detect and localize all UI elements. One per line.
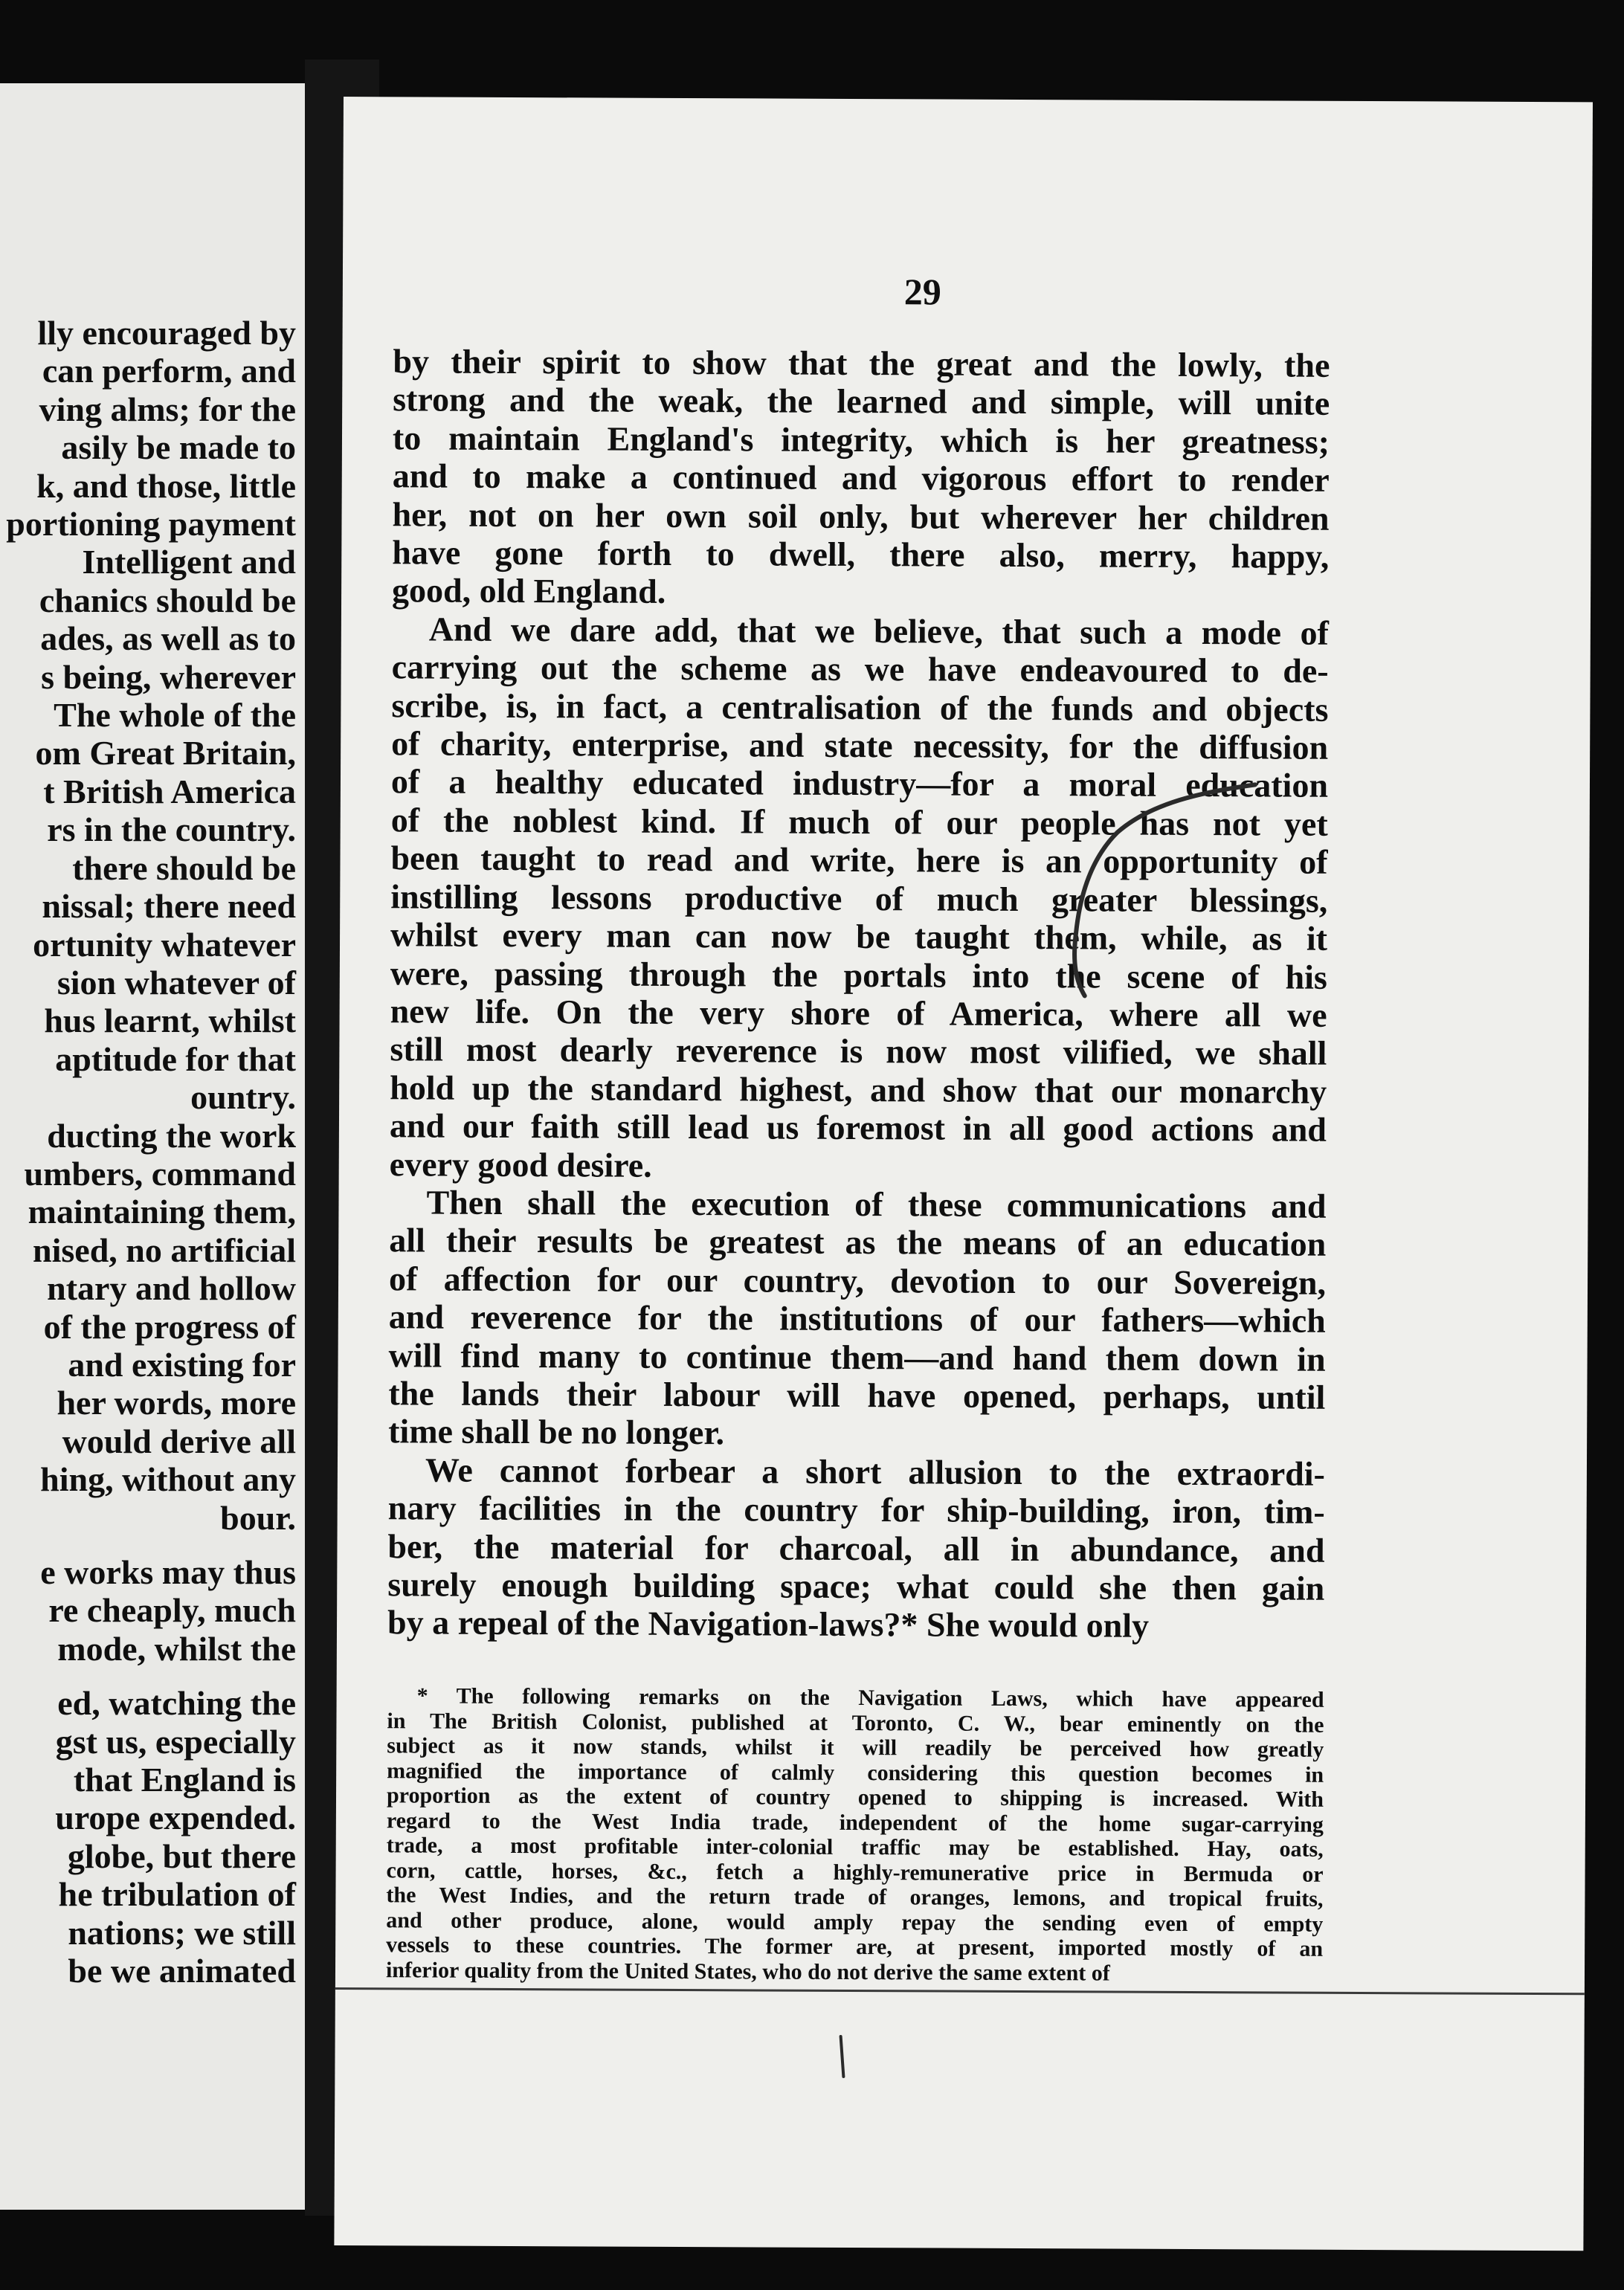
left-text-line: e works may thus	[40, 1553, 296, 1591]
text-line: surely enough building space; what could she then gain	[387, 1565, 1325, 1607]
left-text-line: bour.	[220, 1498, 296, 1537]
footnote	[386, 1683, 1324, 1986]
text-line: good, old England.	[391, 571, 666, 611]
text-line: And we dare add, that we believe, that such a mode of	[428, 610, 1329, 652]
text-line: of the noblest kind. If much of our people has not yet	[390, 801, 1328, 843]
left-text-line: hus learnt, whilst	[44, 1002, 296, 1040]
left-text-line: there should be	[72, 848, 296, 887]
footnote-line: subject as it now stands, whilst it will readily be perceived how greatly	[387, 1733, 1324, 1762]
text-line: by a repeal of the Navigation-laws?* She would only	[387, 1603, 1150, 1645]
footnote-line: regard to the West India trade, independent of the home sugar-carrying	[386, 1807, 1324, 1837]
left-text-line: can perform, and	[42, 352, 296, 390]
left-text-line: mode, whilst the	[57, 1629, 296, 1668]
text-line: strong and the weak, the learned and simple, will unite	[393, 380, 1330, 423]
fold-line	[335, 1987, 1585, 1995]
text-line: to maintain England's integrity, which is her greatness;	[392, 419, 1330, 461]
left-text-line: would derive all	[62, 1422, 296, 1460]
left-text-line: he tribulation of	[58, 1875, 296, 1914]
left-text-line: ducting the work	[47, 1116, 296, 1155]
paragraph	[387, 1451, 1325, 1646]
text-line: the lands their labour will have opened, perhaps, until	[388, 1374, 1326, 1416]
footnote-line: and other produce, alone, would amply repay the sending even of empty	[386, 1907, 1324, 1937]
left-text-line: ountry.	[190, 1078, 296, 1117]
left-text-line: k, and those, little	[36, 466, 296, 505]
text-line: Then shall the execution of these communications and	[426, 1183, 1327, 1225]
footnote-line: proportion as the extent of country opened to shipping is increased. With	[386, 1783, 1324, 1812]
left-text-line: ntary and hollow	[47, 1269, 296, 1308]
footnote-line: trade, a most profitable inter-colonial traffic may be established. Hay, oats,	[386, 1833, 1324, 1862]
left-text-line: s being, wherever	[41, 657, 296, 696]
page-number: 29	[903, 271, 941, 313]
footnote-line: the West Indies, and the return trade of oranges, lemons, and tropical fruits,	[386, 1883, 1324, 1912]
left-text-line: be we animated	[68, 1952, 296, 1990]
footnote-line: corn, cattle, horses, &c., fetch a highly-remunerative price in Bermuda or	[386, 1857, 1324, 1887]
text-line: and reverence for the institutions of our fathers—which	[388, 1297, 1326, 1340]
left-text-line: ades, as well as to	[40, 619, 296, 658]
footnote-line: * The following remarks on the Navigation Laws, which have appeared	[416, 1683, 1324, 1712]
text-line: will find many to continue them—and hand them down in	[388, 1335, 1326, 1378]
right-page	[334, 97, 1593, 2251]
text-line: new life. On the very shore of America, where all we	[390, 992, 1327, 1034]
text-line: by their spirit to show that the great and the lowly, the	[393, 342, 1330, 384]
left-text-line: gst us, especially	[55, 1722, 296, 1761]
text-line: all their results be greatest as the means of an education	[389, 1221, 1327, 1264]
left-text-line: nissal; there need	[42, 887, 296, 926]
left-text-line: chanics should be	[39, 581, 296, 619]
text-line: We cannot forbear a short allusion to the extraordi-	[425, 1451, 1326, 1493]
text-line: scribe, is, in fact, a centralisation of the funds and objects	[391, 686, 1329, 729]
left-text-line: of the progress of	[43, 1307, 296, 1346]
footnote-line: inferior quality from the United States, who do not derive the same extent of	[385, 1957, 1110, 1986]
text-line: instilling lessons productive of much greater blessings,	[390, 877, 1328, 920]
pen-strike-icon	[840, 2036, 843, 2077]
text-line: her, not on her own soil only, but wherever her children	[392, 494, 1330, 538]
text-line: ber, the material for charcoal, all in abundance, and	[387, 1526, 1325, 1570]
left-text-line: and existing for	[68, 1345, 296, 1384]
text-line: time shall be no longer.	[388, 1412, 725, 1452]
left-text-line: asily be made to	[61, 428, 296, 467]
left-text-line: maintaining them,	[28, 1193, 296, 1231]
left-text-line: Intelligent and	[82, 543, 296, 581]
left-text-line: re cheaply, much	[48, 1591, 296, 1630]
left-text-line: ortunity whatever	[33, 925, 296, 964]
left-text-line: umbers, command	[24, 1154, 296, 1193]
left-text-line: ving alms; for the	[39, 390, 296, 428]
left-text-line: t British America	[43, 772, 296, 810]
text-line: carrying out the scheme as we have endeavoured to de-	[391, 648, 1329, 691]
left-text-line: that England is	[73, 1761, 296, 1799]
footnote-line: vessels to these countries. The former are, at present, imported mostly of an	[386, 1932, 1324, 1961]
left-text-line: sion whatever of	[57, 963, 296, 1002]
left-text-line: her words, more	[57, 1384, 296, 1422]
text-line: whilst every man can now be taught them, while, as it	[390, 915, 1328, 958]
text-line: of affection for our country, devotion to our Sovereign,	[388, 1260, 1327, 1302]
left-page	[0, 83, 305, 2210]
text-line: of a healthy educated industry—for a moral education	[390, 762, 1329, 805]
left-text-line: The whole of the	[54, 696, 296, 735]
text-line: have gone forth to dwell, there also, merry, happy,	[392, 533, 1330, 575]
left-page-text	[0, 314, 296, 1990]
left-text-line: hing, without any	[40, 1460, 296, 1499]
left-text-line: lly encouraged by	[37, 314, 296, 352]
left-text-line: ed, watching the	[57, 1684, 296, 1723]
left-text-line: aptitude for that	[55, 1039, 296, 1078]
text-line: and our faith still lead us foremost in all good actions and	[389, 1106, 1327, 1149]
text-line: still most dearly reverence is now most vilified, we shall	[390, 1030, 1327, 1073]
paragraph	[390, 610, 1329, 1187]
paragraph	[392, 342, 1330, 613]
text-line: were, passing through the portals into the scene of his	[390, 953, 1327, 996]
text-line: hold up the standard highest, and show that our monarchy	[390, 1068, 1327, 1111]
text-line: and to make a continued and vigorous effort to render	[392, 457, 1330, 500]
text-line: nary facilities in the country for ship-building, iron, tim-	[387, 1488, 1325, 1531]
text-line: every good desire.	[389, 1144, 652, 1184]
left-text-line: portioning payment	[6, 505, 296, 544]
left-text-line: globe, but there	[67, 1836, 296, 1875]
left-text-line: om Great Britain,	[35, 734, 296, 773]
left-text-line: nised, no artificial	[33, 1231, 296, 1269]
text-line: been taught to read and write, here is an opportunity of	[390, 839, 1328, 882]
footnote-line: magnified the importance of calmly considering this question becomes in	[387, 1758, 1324, 1787]
paragraph	[388, 1183, 1327, 1454]
left-text-line: urope expended.	[55, 1799, 296, 1837]
left-text-line: nations; we still	[68, 1913, 296, 1952]
footnote-line: in The British Colonist, published at Toronto, C. W., bear eminently on the	[387, 1708, 1324, 1738]
body-text	[387, 342, 1330, 1645]
left-text-line: rs in the country.	[47, 810, 296, 849]
text-line: of charity, enterprise, and state necessity, for the diffusion	[391, 724, 1329, 767]
